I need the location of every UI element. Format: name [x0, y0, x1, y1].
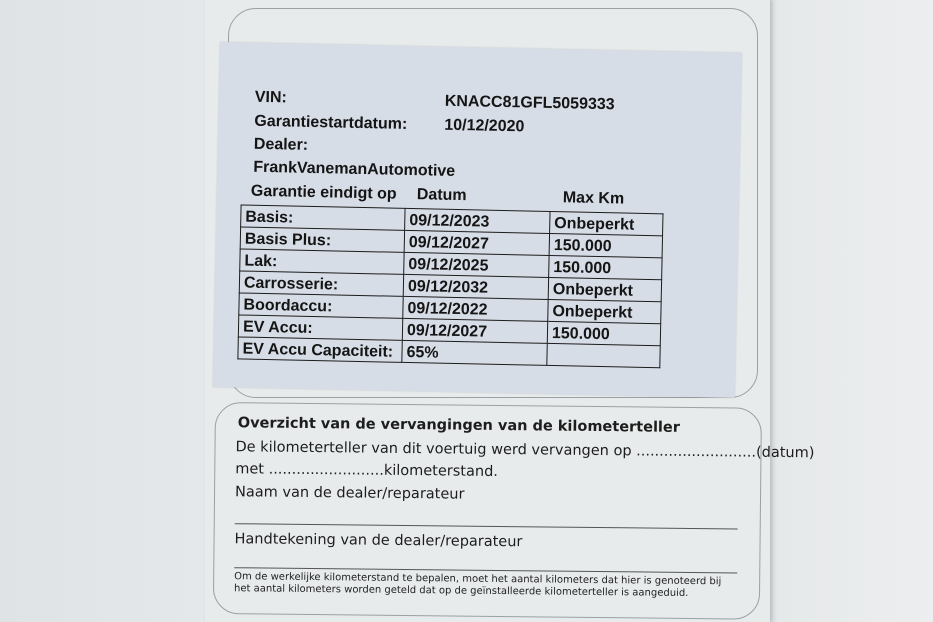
row-km: 150.000: [547, 321, 660, 345]
facing-page: [765, 0, 933, 622]
row-type: Lak:: [240, 249, 404, 274]
odometer-km-line: met .........................kilometerstand.: [235, 461, 499, 480]
row-date: 09/12/2027: [404, 230, 549, 255]
row-date: 09/12/2022: [403, 296, 548, 321]
row-type: EV Accu:: [238, 315, 402, 340]
column-header-type: Garantie eindigt op: [250, 182, 397, 203]
odometer-footnote: Om de werkelijke kilometerstand te bepalen, moet het aantal kilometers dat hier is genoteerd bij het aantal kilometers worden geteld dat op de geïnstalleerde kilometerteller is aangeduid.: [233, 571, 722, 599]
row-km: 150.000: [549, 255, 662, 279]
start-date-value: 10/12/2020: [444, 116, 525, 136]
dealer-name-label: Naam van de dealer/reparateur: [234, 484, 465, 503]
vin-value: KNACC81GFL5059333: [444, 92, 615, 114]
warranty-sticker: [213, 42, 742, 398]
row-type: Basis Plus:: [240, 227, 404, 252]
row-date: 09/12/2025: [404, 252, 549, 277]
odometer-replaced-line: De kilometerteller van dit voertuig werd vervangen op ..........................(datum): [235, 439, 815, 462]
row-date: 09/12/2023: [405, 208, 550, 233]
odometer-title: Overzicht van de vervangingen van de kilometerteller: [237, 415, 681, 436]
dealer-name-line: [235, 523, 738, 529]
row-date: 09/12/2027: [402, 318, 547, 343]
row-km: [547, 343, 660, 367]
row-type: Boordaccu:: [239, 293, 403, 318]
column-header-km: Max Km: [562, 189, 625, 208]
row-type: Basis:: [241, 205, 405, 230]
row-type: Carrosserie:: [239, 271, 403, 296]
odometer-section: [213, 402, 815, 620]
row-km: Onbeperkt: [548, 299, 661, 323]
row-type: EV Accu Capaciteit:: [238, 337, 402, 362]
row-date: 65%: [402, 340, 547, 365]
warranty-table: [237, 204, 663, 368]
row-km: Onbeperkt: [548, 277, 661, 301]
dealer-value: FrankVanemanAutomotive: [253, 158, 456, 180]
row-date: 09/12/2032: [403, 274, 548, 299]
row-km: Onbeperkt: [550, 211, 663, 235]
row-km: 150.000: [549, 233, 662, 257]
start-date-label: Garantiestartdatum:: [254, 112, 408, 133]
signature-label: Handtekening van de dealer/reparateur: [234, 531, 523, 551]
column-header-date: Datum: [416, 186, 467, 205]
vin-label: VIN:: [254, 88, 288, 107]
dealer-label: Dealer:: [253, 135, 309, 154]
